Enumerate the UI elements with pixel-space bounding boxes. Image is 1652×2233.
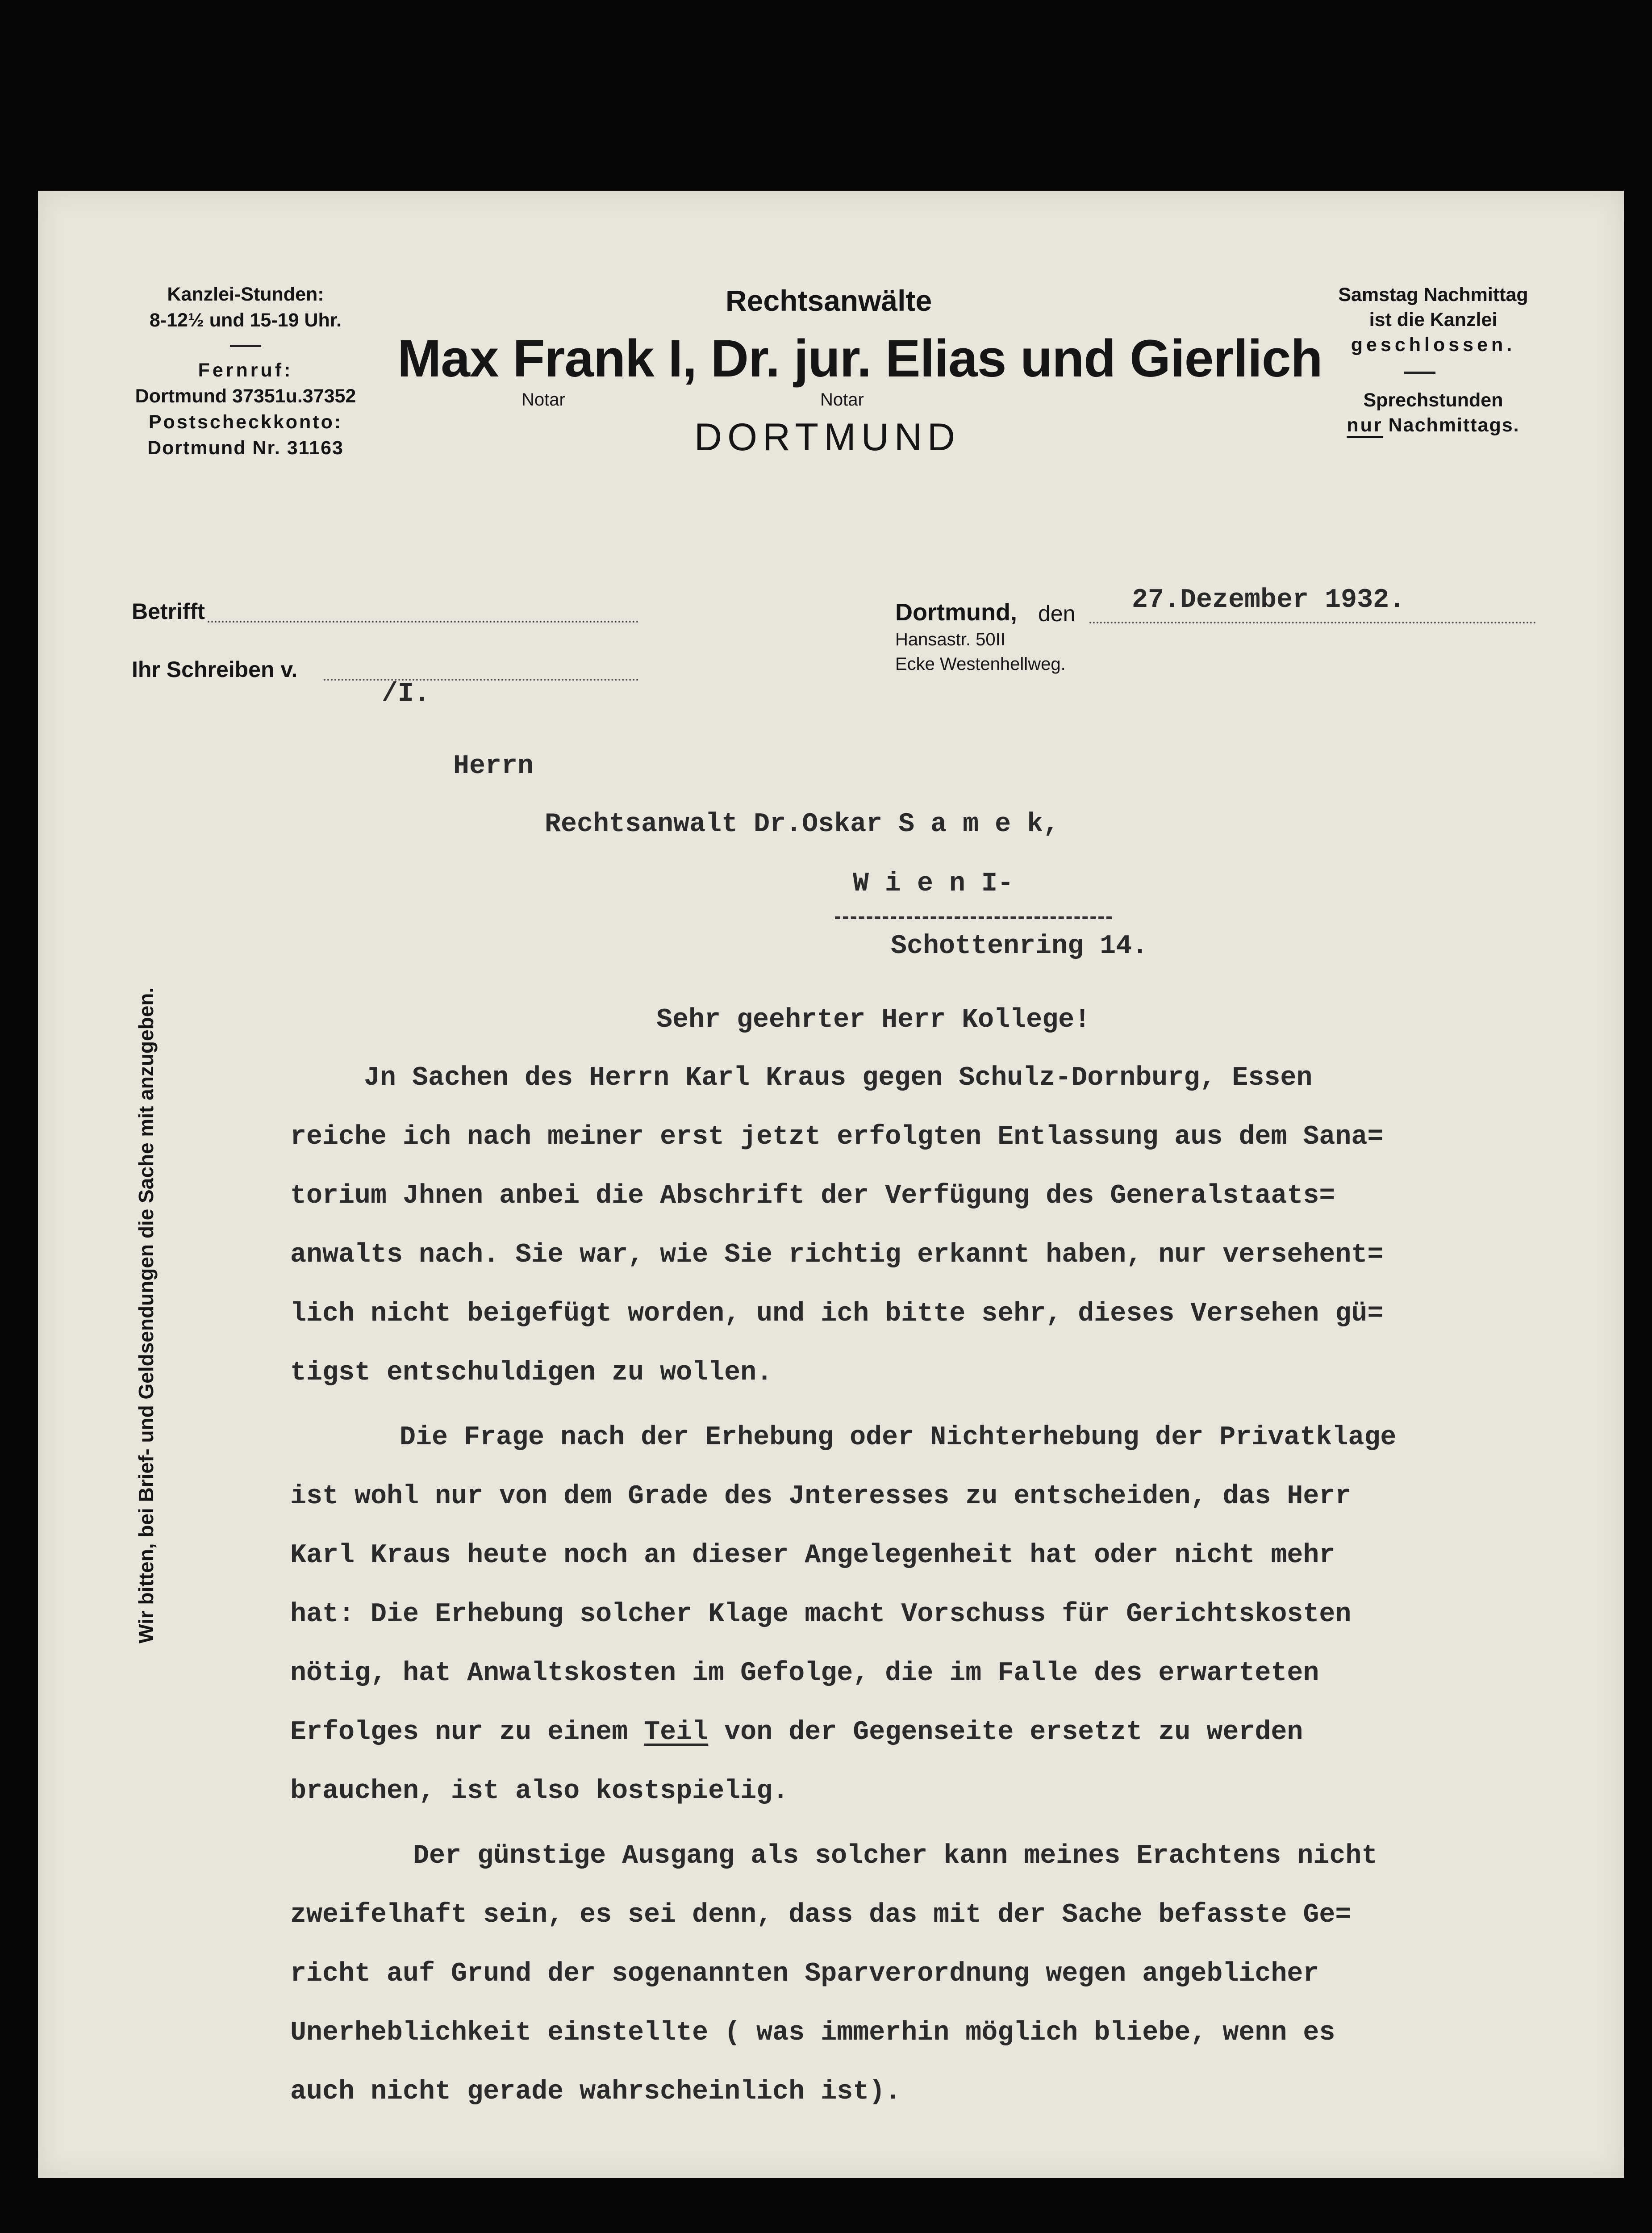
recipient-street: Schottenring 14. [891, 931, 1148, 962]
body-line: nötig, hat Anwaltskosten im Gefolge, die im Falle des erwarteten [290, 1658, 1319, 1689]
body-line: hat: Die Erhebung solcher Klage macht Vorschuss für Gerichtskosten [290, 1599, 1352, 1630]
recipient-city: W i e n I- [853, 869, 1014, 899]
greeting: Sehr geehrter Herr Kollege! [656, 1005, 1091, 1035]
body-line: Unerheblichkeit einstellte ( was immerhin möglich bliebe, wenn es [290, 2018, 1335, 2048]
postcheck-value: Dortmund Nr. 31163 [147, 437, 344, 459]
body-line: zweifelhaft sein, es sei denn, dass das mit der Sache befasste Ge= [290, 1900, 1352, 1930]
body-line: reiche ich nach meiner erst jetzt erfolgten Entlassung aus dem Sana= [290, 1122, 1384, 1152]
saturday-line-1: Samstag Nachmittag [1338, 284, 1528, 305]
place-label: Dortmund, [895, 599, 1017, 626]
betrifft-label: Betrifft [132, 599, 205, 624]
consult-hours-block [1308, 388, 1558, 438]
betrifft-line [208, 621, 638, 623]
date-line [1089, 622, 1536, 623]
phone-value: Dortmund 37351u.37352 [135, 385, 356, 407]
firm-names: Max Frank I, Dr. jur. Elias und Gierlich [397, 329, 1322, 388]
body-line: richt auf Grund der sogenannten Sparverordnung wegen angeblicher [290, 1959, 1319, 1989]
body-line: tigst entschuldigen zu wollen. [290, 1358, 773, 1388]
divider [230, 345, 261, 347]
recipient-salutation: Herrn [453, 751, 534, 782]
recipient-name: Rechtsanwalt Dr.Oskar S a m e k, [545, 809, 1060, 840]
city-heading: DORTMUND [694, 416, 961, 459]
notar-label-1: Notar [521, 390, 565, 410]
body-line: Die Frage nach der Erhebung oder Nichterhebung der Privatklage [400, 1422, 1397, 1453]
text-before: Erfolges nur zu einem [290, 1717, 644, 1748]
underlined-word: Teil [644, 1717, 709, 1748]
body-line: auch nicht gerade wahrscheinlich ist). [290, 2077, 901, 2107]
consult-line-2-row [1308, 413, 1558, 438]
body-line: ist wohl nur von dem Grade des Jnteresses zu entscheiden, das Herr [290, 1481, 1352, 1512]
address-line-2: Ecke Westenhellweg. [895, 654, 1066, 674]
body-line-underlined [290, 1717, 1303, 1748]
body-line: torium Jhnen anbei die Abschrift der Verfügung des Generalstaats= [290, 1181, 1335, 1211]
city-underline [835, 916, 1112, 919]
consult-nur: nur [1347, 414, 1383, 436]
closing-notice-block [1308, 282, 1558, 357]
office-hours-block [129, 281, 362, 333]
address-line-1: Hansastr. 50II [895, 630, 1005, 649]
ihr-schreiben-line [324, 679, 638, 681]
body-line: Jn Sachen des Herrn Karl Kraus gegen Schulz-Dornburg, Essen [364, 1063, 1313, 1093]
saturday-line-3: geschlossen. [1351, 334, 1516, 355]
body-line: lich nicht beigefügt worden, und ich bitte sehr, dieses Versehen gü= [290, 1299, 1384, 1329]
date-value: 27.Dezember 1932. [1132, 585, 1406, 615]
notar-label-2: Notar [820, 390, 864, 410]
firm-title: Rechtsanwälte [726, 284, 932, 317]
side-note: Wir bitten, bei Brief- und Geldsendungen die Sache mit anzugeben. [134, 987, 158, 1643]
body-line: anwalts nach. Sie war, wie Sie richtig erkannt haben, nur versehent= [290, 1240, 1384, 1270]
body-line: brauchen, ist also kostspielig. [290, 1776, 789, 1806]
office-hours-label: Kanzlei-Stunden: [167, 284, 324, 305]
ihr-schreiben-value: /I. [382, 679, 430, 709]
postcheck-label: Postscheckkonto: [148, 411, 343, 433]
text-after: von der Gegenseite ersetzt zu werden [708, 1717, 1303, 1748]
consult-line-1: Sprechstunden [1363, 389, 1503, 411]
body-line: Der günstige Ausgang als solcher kann meines Erachtens nicht [413, 1841, 1378, 1871]
body-line: Karl Kraus heute noch an dieser Angelegenheit hat oder nicht mehr [290, 1540, 1335, 1571]
office-hours-value: 8-12½ und 15-19 Uhr. [149, 309, 342, 331]
saturday-line-2: ist die Kanzlei [1369, 309, 1498, 330]
divider [1404, 372, 1435, 374]
phone-label: Fernruf: [198, 360, 293, 381]
contact-block [129, 357, 362, 461]
consult-line-2: Nachmittags. [1388, 414, 1520, 436]
ihr-schreiben-label: Ihr Schreiben v. [132, 657, 298, 682]
den-label: den [1038, 601, 1076, 626]
